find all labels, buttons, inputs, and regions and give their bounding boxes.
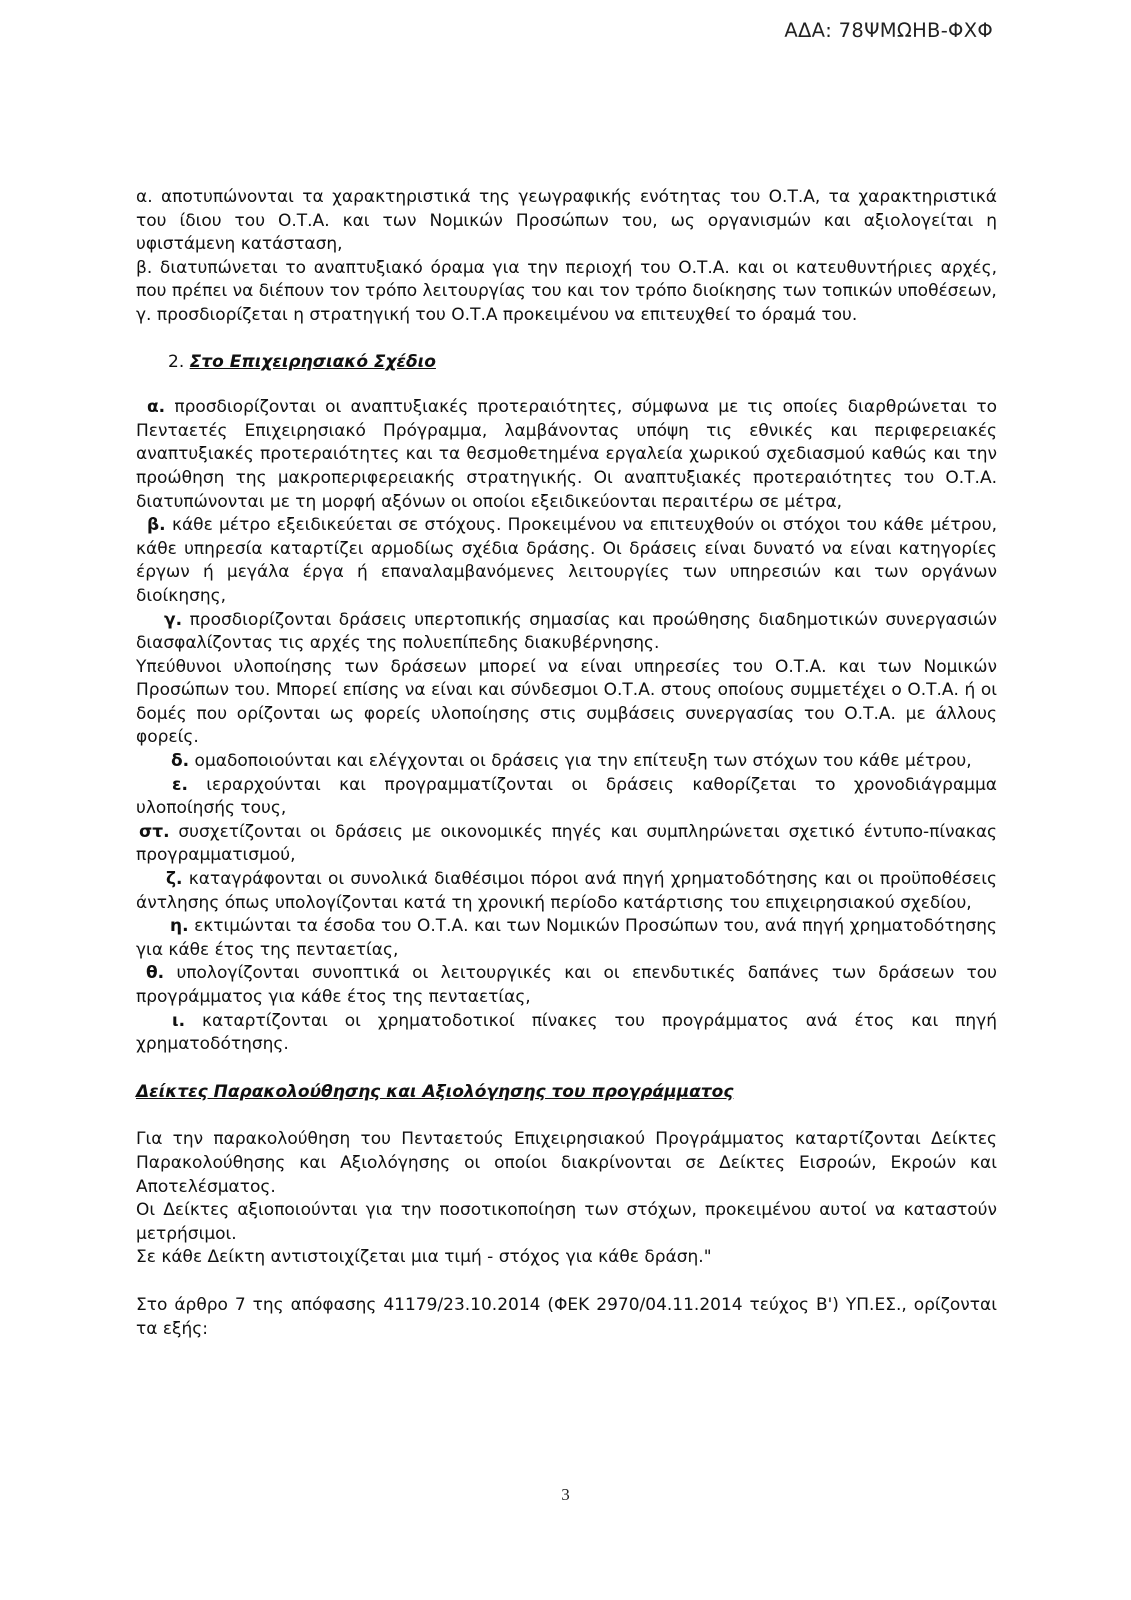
item-b-label: β. [147,515,166,536]
final-paragraph: Στο άρθρο 7 της απόφασης 41179/23.10.2014 (ΦΕΚ 2970/04.11.2014 τεύχος Β') ΥΠ.ΕΣ., ορίζονται τα εξής: [136,1294,997,1339]
item-st [136,821,997,868]
item-th [136,962,997,1009]
section-2-heading [136,351,997,375]
item-h-label: η. [170,916,189,937]
item-i-text: καταρτίζονται οι χρηματοδοτικοί πίνακες του προγράμματος ανά έτος και πηγή χρηματοδότησης. [136,1010,998,1055]
item-c-text: προσδιορίζονται δράσεις υπερτοπικής σημασίας και προώθησης διαδημοτικών συνεργασιών διασφαλίζοντας τις αρχές της πολυεπίπεδης διακυβέρνησης. [136,609,997,654]
item-z-label: ζ. [166,869,183,890]
indicators-paragraph-1: Για την παρακολούθηση του Πενταετούς Επιχειρησιακού Προγράμματος καταρτίζονται Δείκτες Παρακολούθησης και Αξιολόγησης οι οποίοι διακρίνονται σε Δείκτες Εισροών, Εκροών και Αποτελέσματος. [136,1129,997,1197]
paragraph-beta: β. διατυπώνεται το αναπτυξιακό όραμα για την περιοχή του Ο.Τ.Α. και οι κατευθυντήριες αρχές, που πρέπει να διέπουν τον τρόπο λειτουργίας του και τον τρόπο διοίκησης των τοπικών υποθέσεων, [136,257,997,302]
item-c-label: γ. [164,609,183,630]
page-number: 3 [561,1485,570,1504]
item-i [136,1010,997,1057]
item-c [136,609,997,656]
item-b-text: κάθε μέτρο εξειδικεύεται σε στόχους. Προκειμένου να επιτευχθούν οι στόχοι του κάθε μέτρου, κάθε υπηρεσία καταρτίζει αρμοδίως σχέδια δράσης. Οι δράσεις είναι δυνατό να είναι κατηγορίες έργων ή μεγάλα έργα ή επαναλαμβανόμενες λειτουργίες των υπηρεσιών και των οργάνων διοίκησης, [136,515,997,606]
indicators-heading [136,1081,997,1105]
item-st-label: στ. [139,821,170,842]
paragraph-alpha: α. αποτυπώνονται τα χαρακτηριστικά της γεωγραφικής ενότητας του Ο.Τ.Α, τα χαρακτηριστικά του ίδιου του Ο.Τ.Α. και των Νομικών Προσώπων του, ως οργανισμών και αξιολογείται η υφιστάμενη κατάσταση, [136,187,997,255]
item-h [136,915,997,962]
item-a-text: προσδιορίζονται οι αναπτυξιακές προτεραιότητες, σύμφωνα με τις οποίες διαρθρώνεται το Πενταετές Επιχειρησιακό Πρόγραμμα, λαμβάνοντας υπόψη τις εθνικές και περιφερειακές αναπτυξιακές προτεραιότητες και τα θεσμοθετημένα εργαλεία χωρικού σχεδιασμού καθώς και την προώθηση της μακροπεριφερειακής στρατηγικής. Οι αναπτυξιακές προτεραιότητες του Ο.Τ.Α. διατυπώνονται με τη μορφή αξόνων οι οποίοι εξειδικεύονται περαιτέρω σε μέτρα, [136,397,997,512]
item-th-label: θ. [146,963,165,984]
item-e [136,774,997,821]
item-d [136,750,997,774]
item-d-text: ομαδοποιούνται και ελέγχονται οι δράσεις για την επίτευξη των στόχων του κάθε μέτρου, [194,751,972,772]
item-b [136,514,997,608]
document-body [136,186,997,1341]
paragraph-gamma: γ. προσδιορίζεται η στρατηγική του Ο.Τ.Α προκειμένου να επιτευχθεί το όραμά του. [136,304,858,325]
item-st-text: συσχετίζονται οι δράσεις με οικονομικές πηγές και συμπληρώνεται σχετικό έντυπο-πίνακας προγραμματισμού, [136,821,997,866]
ada-code: ΑΔΑ: 78ΨΜΩΗΒ-ΦΧΦ [784,19,993,42]
responsible-paragraph: Υπεύθυνοι υλοποίησης των δράσεων μπορεί να είναι υπηρεσίες του Ο.Τ.Α. και των Νομικών Προσώπων του. Μπορεί επίσης να είναι και σύνδεσμοι Ο.Τ.Α. στους οποίους συμμετέχει ο Ο.Τ.Α. ή οι δομές που ορίζονται ως φορείς υλοποίησης στις συμβάσεις συνεργασίας του Ο.Τ.Α. με άλλους φορείς. [136,656,997,748]
item-a-label: α. [147,397,166,418]
item-i-label: ι. [172,1010,186,1031]
item-th-text: υπολογίζονται συνοπτικά οι λειτουργικές και οι επενδυτικές δαπάνες των δράσεων του προγράμματος για κάθε έτος της πενταετίας, [136,963,998,1007]
indicators-paragraph-3: Σε κάθε Δείκτη αντιστοιχίζεται μια τιμή - στόχος για κάθε δράση." [136,1247,712,1268]
item-e-text: ιεραρχούνται και προγραμματίζονται οι δράσεις καθορίζεται το χρονοδιάγραμμα υλοποίησής τους, [136,774,997,819]
section-2-title: Στο Επιχειρησιακό Σχέδιο [189,351,436,372]
section-2-number: 2. [168,351,185,372]
item-d-label: δ. [171,751,190,772]
item-a [136,396,997,514]
item-z [136,868,997,915]
item-h-text: εκτιμώνται τα έσοδα του Ο.Τ.Α. και των Νομικών Προσώπων του, ανά πηγή χρηματοδότησης για κάθε έτος της πενταετίας, [136,916,997,960]
indicators-heading-text: Δείκτες Παρακολούθησης και Αξιολόγησης του προγράμματος [136,1081,734,1102]
item-z-text: καταγράφονται οι συνολικά διαθέσιμοι πόροι ανά πηγή χρηματοδότησης και οι προϋποθέσεις άντλησης όπως υπολογίζονται κατά τη χρονική περίοδο κατάρτισης του επιχειρησιακού σχεδίου, [136,869,997,913]
indicators-paragraph-2: Οι Δείκτες αξιοποιούνται για την ποσοτικοποίηση των στόχων, προκειμένου αυτοί να καταστούν μετρήσιμοι. [136,1200,997,1244]
item-e-label: ε. [172,774,188,795]
